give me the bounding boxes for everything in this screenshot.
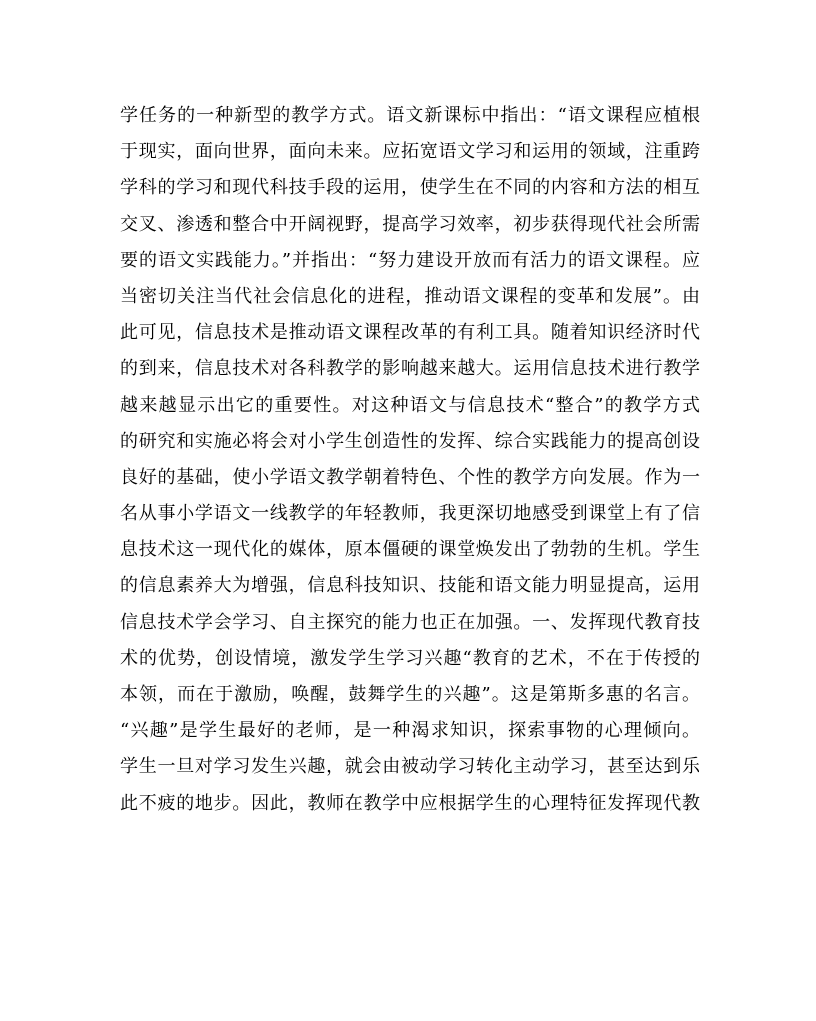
text-line: 名从事小学语文一线教学的年轻教师，我更深切地感受到课堂上有了信 bbox=[120, 503, 700, 525]
text-line: 的到来，信息技术对各科教学的影响越来越大。运用信息技术进行教学 bbox=[120, 358, 700, 380]
text-line: 此可见，信息技术是推动语文课程改革的有利工具。随着知识经济时代 bbox=[120, 322, 700, 344]
text-line: 学生一旦对学习发生兴趣，就会由被动学习转化主动学习，甚至达到乐 bbox=[120, 756, 700, 778]
text-line: 越来越显示出它的重要性。对这种语文与信息技术“整合”的教学方式 bbox=[120, 394, 700, 416]
text-line: 良好的基础，使小学语文教学朝着特色、个性的教学方向发展。作为一 bbox=[120, 466, 700, 488]
text-line: 息技术这一现代化的媒体，原本僵硬的课堂焕发出了勃勃的生机。学生 bbox=[120, 539, 700, 561]
text-line: 信息技术学会学习、自主探究的能力也正在加强。一、发挥现代教育技 bbox=[120, 611, 700, 633]
text-line: 此不疲的地步。因此，教师在教学中应根据学生的心理特征发挥现代教 bbox=[120, 792, 700, 814]
text-line: 学科的学习和现代科技手段的运用，使学生在不同的内容和方法的相互 bbox=[120, 177, 700, 199]
text-line: 本领，而在于激励，唤醒，鼓舞学生的兴趣”。这是第斯多惠的名言。 bbox=[120, 684, 700, 705]
text-line: 的研究和实施必将会对小学生创造性的发挥、综合实践能力的提高创设 bbox=[120, 430, 700, 452]
text-line: 的信息素养大为增强，信息科技知识、技能和语文能力明显提高，运用 bbox=[120, 575, 700, 597]
text-line: 于现实，面向世界，面向未来。应拓宽语文学习和运用的领域，注重跨 bbox=[120, 141, 700, 163]
text-line: 学任务的一种新型的教学方式。语文新课标中指出：“语文课程应植根 bbox=[120, 105, 700, 126]
text-line: 交叉、渗透和整合中开阔视野，提高学习效率，初步获得现代社会所需 bbox=[120, 213, 700, 235]
text-line: “兴趣”是学生最好的老师，是一种渴求知识，探索事物的心理倾向。 bbox=[120, 720, 700, 742]
text-line: 术的优势，创设情境，激发学生学习兴趣“教育的艺术，不在于传授的 bbox=[120, 647, 700, 669]
text-line: 要的语文实践能力。”并指出：“努力建设开放而有活力的语文课程。应 bbox=[120, 249, 700, 271]
text-line: 当密切关注当代社会信息化的进程，推动语文课程的变革和发展”。由 bbox=[120, 285, 700, 307]
body-paragraph bbox=[120, 98, 700, 822]
